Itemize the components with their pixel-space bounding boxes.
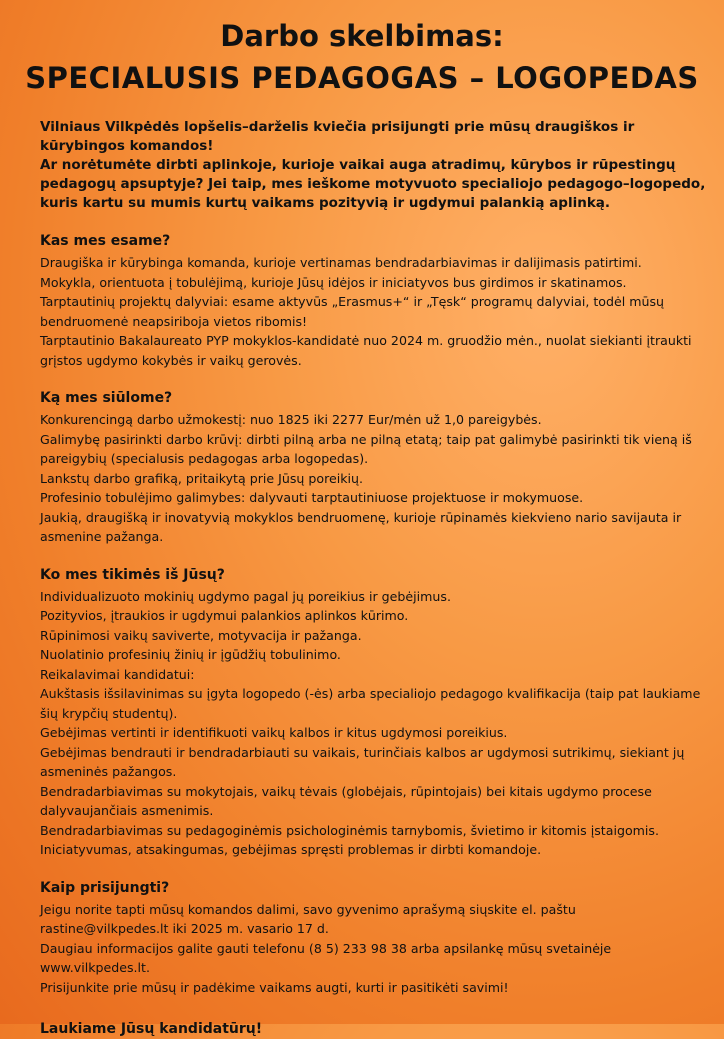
section-heading: Kas mes esame? (40, 233, 171, 249)
intro-paragraph: Ar norėtumėte dirbti aplinkoje, kurioje vaikai auga atradimų, kūrybos ir rūpestingų pedagogų apsuptyje? Jei taip, mes ieškome motyvuoto specialiojo pedagogo–logopedo, kuris kartu su mumis kurtų vaikams pozityvią ir ugdymui palankią aplinką. (40, 157, 706, 211)
section-line: Prisijunkite prie mūsų ir padėkime vaikams augti, kurti ir pasitikėti savimi! (40, 979, 509, 995)
closing-line: Laukiame Jūsų kandidatūrų! (40, 1021, 263, 1037)
section-about (40, 231, 708, 370)
section-line: Tarptautinio Bakalaureato PYP mokyklos-kandidatė nuo 2024 m. gruodžio mėn., nuolat siekianti įtraukti grįstos ugdymo kokybės ir vaikų gerovės. (40, 333, 692, 368)
section-line: Bendradarbiavimas su pedagoginėmis psichologinėmis tarnybomis, švietimo ir kitomis įstaigomis. (40, 822, 659, 838)
section-line: Gebėjimas vertinti ir identifikuoti vaikų kalbos ir kitus ugdymosi poreikius. (40, 725, 508, 740)
section-offer (40, 388, 708, 547)
section-line: Jaukią, draugišką ir inovatyvią mokyklos bendruomenę, kurioje rūpinamės kiekvieno nario savijauta ir asmenine pažanga. (40, 509, 682, 544)
section-line: Iniciatyvumas, atsakingumas, gebėjimas spręsti problemas ir dirbti komandoje. (40, 842, 542, 857)
section-line: Galimybę pasirinkti darbo krūvį: dirbti pilną arba ne pilną etatą; taip pat galimybė pasirinkti tik vieną iš pareigybių (specialusis pedagogas arba logopedas). (40, 431, 692, 466)
intro (40, 118, 708, 213)
section-line: Daugiau informacijos galite gauti telefonu (8 5) 233 98 38 arba apsilankę mūsų svetainėje www.vilkpedes.lt. (40, 940, 612, 975)
section-line: Lankstų darbo grafiką, pritaikytą prie Jūsų poreikių. (40, 470, 363, 486)
position-title: SPECIALUSIS PEDAGOGAS – LOGOPEDAS (25, 61, 699, 95)
ad-content (40, 118, 708, 1039)
section-line: Rūpinimosi vaikų saviverte, motyvacija ir pažanga. (40, 627, 362, 643)
section-line: Konkurencingą darbo užmokestį: nuo 1825 iki 2277 Eur/mėn už 1,0 pareigybės. (40, 412, 542, 427)
section-heading: Ką mes siūlome? (40, 390, 173, 406)
section-line: Jeigu norite tapti mūsų komandos dalimi, savo gyvenimo aprašymą siųskite el. paštu rastine@vilkpedes.lt iki 2025 m. vasario 17 d. (40, 901, 576, 936)
section-line: Bendradarbiavimas su mokytojais, vaikų tėvais (globėjais, rūpintojais) bei kitais ugdymo procese dalyvaujančiais asmenimis. (40, 783, 652, 818)
section-line: Gebėjimas bendrauti ir bendradarbiauti su vaikais, turinčiais kalbos ar ugdymosi sutrikimų, siekiant jų asmeninės pažangos. (40, 744, 685, 779)
section-line: Aukštasis išsilavinimas su įgyta logopedo (-ės) arba specialiojo pedagogo kvalifikacija (taip pat laukiame šių krypčių studentų). (40, 686, 701, 721)
section-apply (40, 878, 708, 998)
section-heading: Ko mes tikimės iš Jūsų? (40, 566, 225, 583)
section-line: Mokykla, orientuota į tobulėjimą, kurioje Jūsų idėjos ir iniciatyvos bus girdimos ir skatinamos. (40, 274, 627, 290)
section-line: Draugiška ir kūrybinga komanda, kurioje vertinamas bendradarbiavimas ir dalijimasis patirtimi. (40, 255, 642, 270)
section-line: Profesinio tobulėjimo galimybes: dalyvauti tarptautiniuose projektuose ir mokymuose. (40, 490, 584, 505)
section-line: Individualizuoto mokinių ugdymo pagal jų poreikius ir gebėjimus. (40, 588, 451, 604)
page-title: Darbo skelbimas: (220, 19, 504, 53)
section-heading: Kaip prisijungti? (40, 879, 170, 896)
intro-paragraph: Vilniaus Vilkpėdės lopšelis–darželis kviečia prisijungti prie mūsų draugiškos ir kūrybingos komandos! (40, 119, 635, 154)
section-line: Pozityvios, įtraukios ir ugdymui palankios aplinkos kūrimo. (40, 608, 409, 623)
section-line: Nuolatinio profesinių žinių ir įgūdžių tobulinimo. (40, 647, 341, 662)
section-expectations (40, 565, 708, 860)
section-line: Reikalavimai kandidatui: (40, 666, 195, 682)
section-line: Tarptautinių projektų dalyviai: esame aktyvūs „Erasmus+“ ir „Tęsk“ programų dalyviai, todėl mūsų bendruomenė neapsiriboja vietos ribomis! (40, 294, 665, 329)
